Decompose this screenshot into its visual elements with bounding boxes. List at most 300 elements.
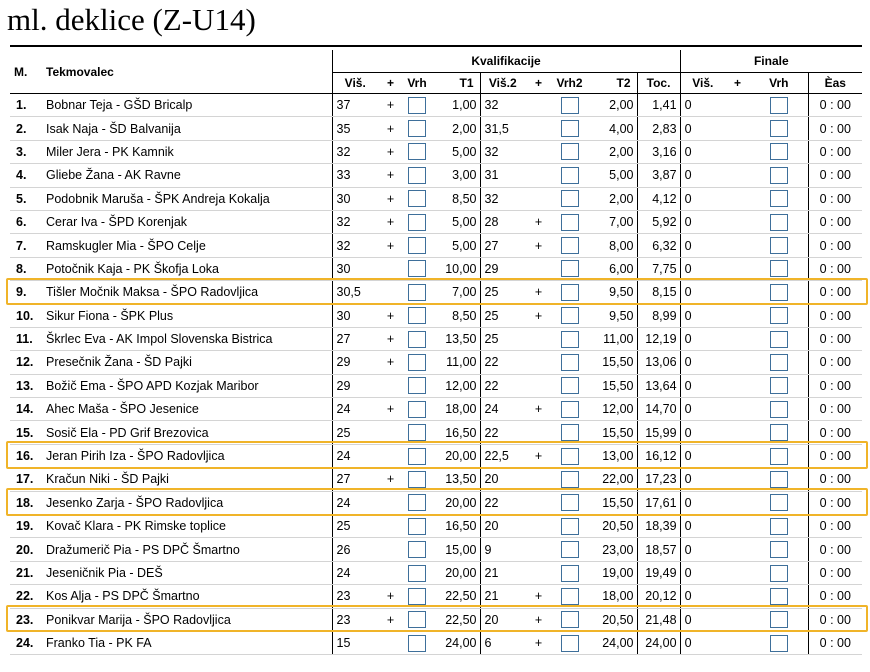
final-top-checkbox-cell (750, 210, 808, 233)
height-2-cell: 31,5 (480, 117, 525, 140)
rank-cell: 23. (10, 608, 40, 631)
top-1-checkbox-cell (403, 421, 431, 444)
competitor-cell: Jeran Pirih Iza - ŠPO Radovljica (40, 444, 332, 467)
table-row (10, 281, 862, 304)
table-row (10, 117, 862, 140)
time-cell: 0 : 00 (808, 374, 862, 397)
final-top-checkbox[interactable] (770, 307, 788, 324)
rank-cell: 20. (10, 538, 40, 561)
t2-cell: 15,50 (587, 351, 637, 374)
final-plus-cell (725, 585, 750, 608)
toc-cell: 16,12 (637, 444, 680, 467)
top-2-checkbox[interactable] (561, 377, 579, 394)
t2-cell: 15,50 (587, 491, 637, 514)
t1-cell: 15,00 (431, 538, 480, 561)
final-top-checkbox[interactable] (770, 611, 788, 628)
top-2-checkbox[interactable] (561, 97, 579, 114)
final-top-checkbox[interactable] (770, 214, 788, 231)
final-plus-cell (725, 304, 750, 327)
plus-2-cell (525, 327, 552, 350)
final-height-cell: 0 (680, 561, 725, 584)
height-1-cell: 23 (332, 608, 378, 631)
final-top-checkbox-cell (750, 94, 808, 117)
top-1-checkbox[interactable] (408, 541, 426, 558)
toc-cell: 13,64 (637, 374, 680, 397)
time-cell: 0 : 00 (808, 117, 862, 140)
time-cell: 0 : 00 (808, 234, 862, 257)
plus-2-cell: + (525, 210, 552, 233)
final-plus-cell (725, 210, 750, 233)
height-1-cell: 24 (332, 398, 378, 421)
height-1-cell: 25 (332, 515, 378, 538)
final-top-checkbox[interactable] (770, 588, 788, 605)
header-top-2: Vrh2 (552, 73, 587, 94)
top-1-checkbox-cell (403, 187, 431, 210)
t1-cell: 10,00 (431, 257, 480, 280)
toc-cell: 7,75 (637, 257, 680, 280)
top-2-checkbox[interactable] (561, 611, 579, 628)
top-2-checkbox-cell (552, 561, 587, 584)
final-plus-cell (725, 515, 750, 538)
final-top-checkbox-cell (750, 187, 808, 210)
final-height-cell: 0 (680, 234, 725, 257)
top-2-checkbox[interactable] (561, 565, 579, 582)
plus-2-cell: + (525, 608, 552, 631)
height-2-cell: 9 (480, 538, 525, 561)
final-top-checkbox[interactable] (770, 448, 788, 465)
final-plus-cell (725, 351, 750, 374)
top-2-checkbox[interactable] (561, 635, 579, 652)
t1-cell: 3,00 (431, 164, 480, 187)
header-qualification: Kvalifikacije (332, 50, 680, 73)
toc-cell: 12,19 (637, 327, 680, 350)
top-1-checkbox-cell (403, 210, 431, 233)
final-height-cell: 0 (680, 117, 725, 140)
header-final-top: Vrh (750, 73, 808, 94)
time-cell: 0 : 00 (808, 257, 862, 280)
final-height-cell: 0 (680, 491, 725, 514)
final-height-cell: 0 (680, 585, 725, 608)
top-1-checkbox-cell (403, 515, 431, 538)
final-height-cell: 0 (680, 444, 725, 467)
top-1-checkbox[interactable] (408, 214, 426, 231)
final-plus-cell (725, 631, 750, 654)
final-height-cell: 0 (680, 398, 725, 421)
competitor-cell: Ramskugler Mia - ŠPO Celje (40, 234, 332, 257)
top-1-checkbox[interactable] (408, 331, 426, 348)
plus-1-cell: + (378, 140, 403, 163)
table-row (10, 374, 862, 397)
plus-1-cell: + (378, 304, 403, 327)
height-2-cell: 25 (480, 327, 525, 350)
results-table (10, 50, 862, 655)
top-1-checkbox-cell (403, 140, 431, 163)
top-1-checkbox[interactable] (408, 237, 426, 254)
final-plus-cell (725, 281, 750, 304)
final-plus-cell (725, 561, 750, 584)
top-1-checkbox[interactable] (408, 611, 426, 628)
time-cell: 0 : 00 (808, 491, 862, 514)
table-row (10, 561, 862, 584)
final-top-checkbox[interactable] (770, 190, 788, 207)
top-1-checkbox[interactable] (408, 190, 426, 207)
t2-cell: 20,50 (587, 608, 637, 631)
top-2-checkbox-cell (552, 608, 587, 631)
time-cell: 0 : 00 (808, 398, 862, 421)
plus-1-cell (378, 515, 403, 538)
t1-cell: 24,00 (431, 631, 480, 654)
final-top-checkbox[interactable] (770, 494, 788, 511)
final-plus-cell (725, 398, 750, 421)
final-top-checkbox[interactable] (770, 565, 788, 582)
height-2-cell: 21 (480, 585, 525, 608)
plus-2-cell (525, 468, 552, 491)
top-2-checkbox-cell (552, 94, 587, 117)
top-1-checkbox[interactable] (408, 120, 426, 137)
final-top-checkbox[interactable] (770, 284, 788, 301)
top-2-checkbox-cell (552, 515, 587, 538)
final-top-checkbox[interactable] (770, 167, 788, 184)
top-2-checkbox[interactable] (561, 401, 579, 418)
rank-cell: 1. (10, 94, 40, 117)
top-2-checkbox[interactable] (561, 331, 579, 348)
t1-cell: 12,00 (431, 374, 480, 397)
final-top-checkbox[interactable] (770, 471, 788, 488)
final-height-cell: 0 (680, 538, 725, 561)
rank-cell: 12. (10, 351, 40, 374)
top-1-checkbox[interactable] (408, 588, 426, 605)
height-2-cell: 20 (480, 468, 525, 491)
top-2-checkbox[interactable] (561, 307, 579, 324)
table-row (10, 398, 862, 421)
height-2-cell: 32 (480, 140, 525, 163)
competitor-cell: Franko Tia - PK FA (40, 631, 332, 654)
time-cell: 0 : 00 (808, 327, 862, 350)
height-1-cell: 15 (332, 631, 378, 654)
top-1-checkbox-cell (403, 538, 431, 561)
top-2-checkbox-cell (552, 327, 587, 350)
top-1-checkbox[interactable] (408, 377, 426, 394)
plus-1-cell: + (378, 585, 403, 608)
height-1-cell: 30,5 (332, 281, 378, 304)
rank-cell: 7. (10, 234, 40, 257)
rank-cell: 14. (10, 398, 40, 421)
final-height-cell: 0 (680, 351, 725, 374)
plus-2-cell (525, 140, 552, 163)
top-2-checkbox[interactable] (561, 237, 579, 254)
t2-cell: 18,00 (587, 585, 637, 608)
top-2-checkbox[interactable] (561, 588, 579, 605)
plus-1-cell: + (378, 327, 403, 350)
header-final: Finale (680, 50, 862, 73)
final-top-checkbox-cell (750, 374, 808, 397)
top-1-checkbox[interactable] (408, 401, 426, 418)
header-final-plus: + (725, 73, 750, 94)
final-top-checkbox[interactable] (770, 237, 788, 254)
final-plus-cell (725, 374, 750, 397)
competitor-cell: Škrlec Eva - AK Impol Slovenska Bistrica (40, 327, 332, 350)
final-plus-cell (725, 234, 750, 257)
table-row (10, 351, 862, 374)
top-2-checkbox[interactable] (561, 120, 579, 137)
time-cell: 0 : 00 (808, 561, 862, 584)
competitor-cell: Jesenko Zarja - ŠPO Radovljica (40, 491, 332, 514)
top-2-checkbox-cell (552, 164, 587, 187)
header-competitor: Tekmovalec (40, 50, 332, 94)
plus-1-cell: + (378, 210, 403, 233)
height-1-cell: 30 (332, 187, 378, 210)
top-2-checkbox-cell (552, 585, 587, 608)
toc-cell: 17,23 (637, 468, 680, 491)
final-top-checkbox[interactable] (770, 518, 788, 535)
final-top-checkbox[interactable] (770, 635, 788, 652)
top-1-checkbox-cell (403, 491, 431, 514)
final-top-checkbox[interactable] (770, 97, 788, 114)
final-plus-cell (725, 491, 750, 514)
t2-cell: 9,50 (587, 281, 637, 304)
toc-cell: 15,99 (637, 421, 680, 444)
top-1-checkbox[interactable] (408, 354, 426, 371)
competitor-cell: Kračun Niki - ŠD Pajki (40, 468, 332, 491)
page-title: ml. deklice (Z-U14) (7, 2, 256, 37)
top-1-checkbox[interactable] (408, 284, 426, 301)
final-plus-cell (725, 117, 750, 140)
top-2-checkbox[interactable] (561, 424, 579, 441)
top-1-checkbox[interactable] (408, 494, 426, 511)
top-1-checkbox-cell (403, 374, 431, 397)
final-top-checkbox[interactable] (770, 143, 788, 160)
height-2-cell: 29 (480, 257, 525, 280)
final-top-checkbox-cell (750, 398, 808, 421)
competitor-cell: Ahec Maša - ŠPO Jesenice (40, 398, 332, 421)
rank-cell: 22. (10, 585, 40, 608)
time-cell: 0 : 00 (808, 421, 862, 444)
plus-1-cell: + (378, 351, 403, 374)
top-1-checkbox[interactable] (408, 448, 426, 465)
plus-2-cell: + (525, 585, 552, 608)
plus-1-cell (378, 257, 403, 280)
competitor-cell: Presečnik Žana - ŠD Pajki (40, 351, 332, 374)
top-1-checkbox-cell (403, 351, 431, 374)
toc-cell: 3,87 (637, 164, 680, 187)
top-2-checkbox[interactable] (561, 354, 579, 371)
final-height-cell: 0 (680, 631, 725, 654)
toc-cell: 19,49 (637, 561, 680, 584)
top-1-checkbox[interactable] (408, 471, 426, 488)
t2-cell: 20,50 (587, 515, 637, 538)
competitor-cell: Sikur Fiona - ŠPK Plus (40, 304, 332, 327)
toc-cell: 1,41 (637, 94, 680, 117)
top-2-checkbox-cell (552, 538, 587, 561)
toc-cell: 2,83 (637, 117, 680, 140)
toc-cell: 17,61 (637, 491, 680, 514)
table-row (10, 164, 862, 187)
header-height-1: Viš. (332, 73, 378, 94)
height-1-cell: 32 (332, 210, 378, 233)
table-row (10, 491, 862, 514)
height-2-cell: 22,5 (480, 444, 525, 467)
top-1-checkbox-cell (403, 585, 431, 608)
top-1-checkbox[interactable] (408, 635, 426, 652)
plus-2-cell (525, 257, 552, 280)
top-2-checkbox-cell (552, 468, 587, 491)
toc-cell: 6,32 (637, 234, 680, 257)
top-1-checkbox-cell (403, 561, 431, 584)
t1-cell: 7,00 (431, 281, 480, 304)
plus-2-cell (525, 351, 552, 374)
top-2-checkbox-cell (552, 351, 587, 374)
final-top-checkbox[interactable] (770, 331, 788, 348)
height-2-cell: 21 (480, 561, 525, 584)
header-plus-1: + (378, 73, 403, 94)
final-top-checkbox-cell (750, 257, 808, 280)
final-height-cell: 0 (680, 515, 725, 538)
time-cell: 0 : 00 (808, 281, 862, 304)
top-2-checkbox[interactable] (561, 214, 579, 231)
time-cell: 0 : 00 (808, 608, 862, 631)
height-2-cell: 22 (480, 421, 525, 444)
plus-2-cell (525, 374, 552, 397)
final-plus-cell (725, 468, 750, 491)
t2-cell: 12,00 (587, 398, 637, 421)
final-top-checkbox-cell (750, 351, 808, 374)
competitor-cell: Ponikvar Marija - ŠPO Radovljica (40, 608, 332, 631)
header-time: Èas (808, 73, 862, 94)
rank-cell: 6. (10, 210, 40, 233)
plus-2-cell (525, 538, 552, 561)
final-top-checkbox-cell (750, 468, 808, 491)
final-height-cell: 0 (680, 327, 725, 350)
final-top-checkbox[interactable] (770, 401, 788, 418)
t2-cell: 2,00 (587, 140, 637, 163)
top-1-checkbox[interactable] (408, 143, 426, 160)
top-2-checkbox[interactable] (561, 190, 579, 207)
top-2-checkbox[interactable] (561, 471, 579, 488)
top-1-checkbox[interactable] (408, 167, 426, 184)
plus-2-cell (525, 94, 552, 117)
header-t1: T1 (431, 73, 480, 94)
top-1-checkbox[interactable] (408, 565, 426, 582)
final-top-checkbox[interactable] (770, 354, 788, 371)
final-plus-cell (725, 538, 750, 561)
final-top-checkbox-cell (750, 327, 808, 350)
final-top-checkbox-cell (750, 491, 808, 514)
top-1-checkbox-cell (403, 257, 431, 280)
plus-1-cell (378, 421, 403, 444)
top-1-checkbox-cell (403, 444, 431, 467)
time-cell: 0 : 00 (808, 140, 862, 163)
top-2-checkbox-cell (552, 491, 587, 514)
height-2-cell: 24 (480, 398, 525, 421)
top-1-checkbox-cell (403, 117, 431, 140)
top-1-checkbox-cell (403, 468, 431, 491)
rank-cell: 9. (10, 281, 40, 304)
plus-2-cell (525, 421, 552, 444)
time-cell: 0 : 00 (808, 94, 862, 117)
final-height-cell: 0 (680, 187, 725, 210)
top-1-checkbox[interactable] (408, 97, 426, 114)
table-row (10, 421, 862, 444)
final-top-checkbox-cell (750, 515, 808, 538)
height-2-cell: 28 (480, 210, 525, 233)
competitor-cell: Tišler Močnik Maksa - ŠPO Radovljica (40, 281, 332, 304)
height-2-cell: 6 (480, 631, 525, 654)
plus-1-cell: + (378, 468, 403, 491)
toc-cell: 21,48 (637, 608, 680, 631)
final-top-checkbox[interactable] (770, 377, 788, 394)
rank-cell: 5. (10, 187, 40, 210)
table-row (10, 257, 862, 280)
top-1-checkbox[interactable] (408, 260, 426, 277)
top-2-checkbox[interactable] (561, 284, 579, 301)
t2-cell: 6,00 (587, 257, 637, 280)
table-row (10, 187, 862, 210)
title-rule (10, 45, 862, 47)
final-top-checkbox[interactable] (770, 260, 788, 277)
plus-2-cell: + (525, 444, 552, 467)
height-2-cell: 25 (480, 304, 525, 327)
height-2-cell: 20 (480, 515, 525, 538)
plus-1-cell (378, 374, 403, 397)
top-1-checkbox[interactable] (408, 424, 426, 441)
top-2-checkbox[interactable] (561, 143, 579, 160)
height-1-cell: 23 (332, 585, 378, 608)
competitor-cell: Potočnik Kaja - PK Škofja Loka (40, 257, 332, 280)
header-t2: T2 (587, 73, 637, 94)
top-2-checkbox[interactable] (561, 541, 579, 558)
t2-cell: 11,00 (587, 327, 637, 350)
competitor-cell: Kos Alja - PS DPČ Šmartno (40, 585, 332, 608)
t1-cell: 18,00 (431, 398, 480, 421)
plus-1-cell: + (378, 117, 403, 140)
final-plus-cell (725, 140, 750, 163)
top-2-checkbox[interactable] (561, 518, 579, 535)
top-2-checkbox[interactable] (561, 494, 579, 511)
final-top-checkbox[interactable] (770, 424, 788, 441)
header-rank: M. (10, 50, 40, 94)
final-top-checkbox-cell (750, 421, 808, 444)
plus-2-cell (525, 187, 552, 210)
final-top-checkbox-cell (750, 140, 808, 163)
rank-cell: 4. (10, 164, 40, 187)
top-2-checkbox[interactable] (561, 448, 579, 465)
final-top-checkbox[interactable] (770, 541, 788, 558)
top-2-checkbox[interactable] (561, 260, 579, 277)
top-1-checkbox[interactable] (408, 518, 426, 535)
plus-2-cell (525, 164, 552, 187)
toc-cell: 24,00 (637, 631, 680, 654)
height-1-cell: 37 (332, 94, 378, 117)
table-row (10, 140, 862, 163)
toc-cell: 20,12 (637, 585, 680, 608)
plus-1-cell: + (378, 234, 403, 257)
top-2-checkbox[interactable] (561, 167, 579, 184)
time-cell: 0 : 00 (808, 515, 862, 538)
height-2-cell: 22 (480, 491, 525, 514)
time-cell: 0 : 00 (808, 444, 862, 467)
t1-cell: 16,50 (431, 421, 480, 444)
final-top-checkbox[interactable] (770, 120, 788, 137)
plus-1-cell: + (378, 164, 403, 187)
top-2-checkbox-cell (552, 187, 587, 210)
t2-cell: 4,00 (587, 117, 637, 140)
rank-cell: 15. (10, 421, 40, 444)
rank-cell: 3. (10, 140, 40, 163)
final-height-cell: 0 (680, 304, 725, 327)
height-1-cell: 27 (332, 468, 378, 491)
top-1-checkbox[interactable] (408, 307, 426, 324)
height-1-cell: 32 (332, 234, 378, 257)
